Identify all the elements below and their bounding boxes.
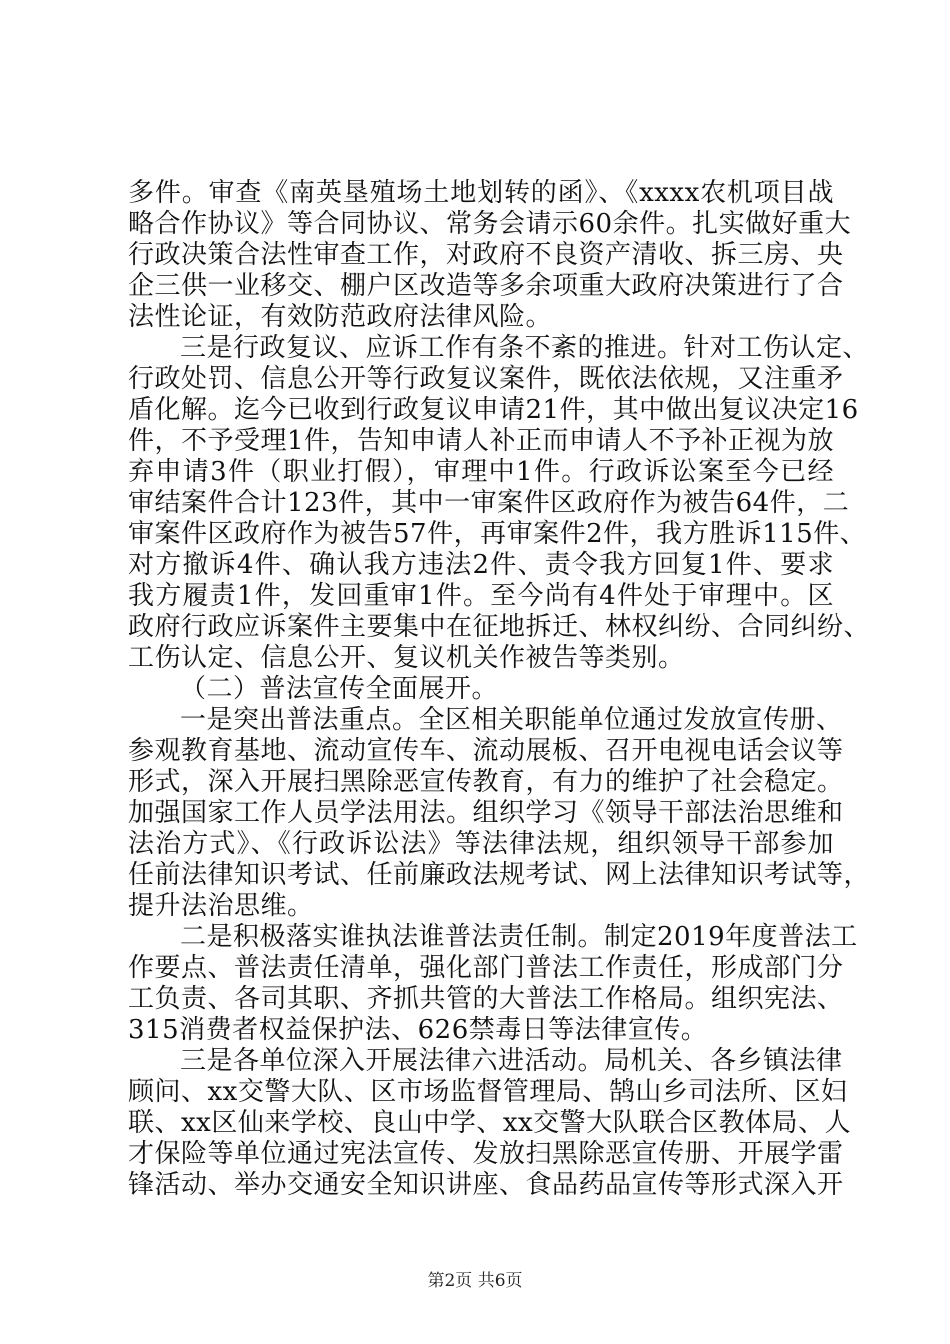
document-body — [128, 178, 871, 1201]
text-line: 对方撤诉4件、确认我方违法2件、责令我方回复1件、要求 — [128, 550, 834, 580]
paragraph-first-line: 二是积极落实谁执法谁普法责任制。制定2019年度普法工 — [180, 922, 858, 952]
text-line: 作要点、普法责任清单，强化部门普法工作责任，形成部门分 — [128, 953, 844, 983]
text-line: 联、xx区仙来学校、良山中学、xx交警大队联合区教体局、人 — [128, 1108, 852, 1138]
page-number-footer: 第2页 共6页 — [427, 1271, 523, 1291]
text-line: 弃申请3件（职业打假），审理中1件。行政诉讼案至今已经 — [128, 457, 834, 487]
text-line: 法治方式》、《行政诉讼法》等法律法规，组织领导干部参加 — [128, 829, 834, 859]
text-line: 件，不予受理1件，告知申请人补正而申请人不予补正视为放 — [128, 426, 835, 456]
text-line: 政府行政应诉案件主要集中在征地拆迁、林权纠纷、合同纠纷、 — [128, 612, 871, 642]
text-line: 形式，深入开展扫黑除恶宣传教育，有力的维护了社会稳定。 — [128, 767, 844, 797]
text-line: 企三供一业移交、棚户区改造等多余项重大政府决策进行了合 — [128, 271, 844, 301]
text-line: 参观教育基地、流动宣传车、流动展板、召开电视电话会议等 — [128, 736, 844, 766]
paragraph-first-line: 三是行政复议、应诉工作有条不紊的推进。针对工伤认定、 — [180, 333, 870, 363]
text-line: 锋活动、举办交通安全知识讲座、食品药品宣传等形式深入开 — [128, 1170, 844, 1200]
text-line: 行政处罚、信息公开等行政复议案件，既依法依规，又注重矛 — [128, 364, 844, 394]
text-line: 审案件区政府作为被告57件，再审案件2件，我方胜诉115件、 — [128, 519, 867, 549]
text-line: 审结案件合计123件，其中一审案件区政府作为被告64件，二 — [128, 488, 850, 518]
text-line: 顾问、xx交警大队、区市场监督管理局、鹄山乡司法所、区妇 — [128, 1077, 848, 1107]
text-line: 才保险等单位通过宪法宣传、发放扫黑除恶宣传册、开展学雷 — [128, 1139, 844, 1169]
text-line: 任前法律知识考试、任前廉政法规考试、网上法律知识考试等， — [128, 860, 871, 890]
section-heading: （二）普法宣传全面展开。 — [180, 674, 499, 704]
text-line: 多件。审查《南英垦殖场土地划转的函》、《xxxx农机项目战 — [128, 178, 834, 208]
text-line: 我方履责1件，发回重审1件。至今尚有4件处于审理中。区 — [128, 581, 834, 611]
text-line: 行政决策合法性审查工作，对政府不良资产清收、拆三房、央 — [128, 240, 844, 270]
text-line: 工负责、各司其职、齐抓共管的大普法工作格局。组织宪法、 — [128, 984, 844, 1014]
text-line: 略合作协议》等合同协议、常务会请示60余件。扎实做好重大 — [128, 209, 852, 239]
paragraph-first-line: 一是突出普法重点。全区相关职能单位通过发放宣传册、 — [180, 705, 843, 735]
text-line: 315消费者权益保护法、626禁毒日等法律宣传。 — [128, 1015, 708, 1045]
paragraph-first-line: 三是各单位深入开展法律六进活动。局机关、各乡镇法律 — [180, 1046, 843, 1076]
text-line: 盾化解。迄今已收到行政复议申请21件，其中做出复议决定16 — [128, 395, 859, 425]
text-line: 提升法治思维。 — [128, 891, 314, 921]
text-line: 工伤认定、信息公开、复议机关作被告等类别。 — [128, 643, 685, 673]
text-line: 法性论证，有效防范政府法律风险。 — [128, 302, 553, 332]
text-line: 加强国家工作人员学法用法。组织学习《领导干部法治思维和 — [128, 798, 844, 828]
